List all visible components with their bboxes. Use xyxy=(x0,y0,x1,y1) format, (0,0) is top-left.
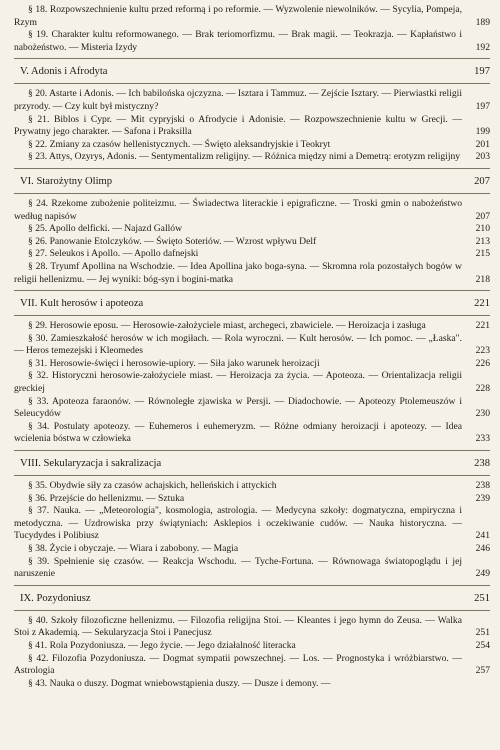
toc-entry-text: § 29. Herosowie eposu. — Herosowie-założyciele miast, archegeci, zbawiciele. — Heroizacja i zasługa xyxy=(28,320,426,332)
toc-entry-text: § 21. Biblos i Cypr. — Mit cypryjski o Afrodycie i Adonisie. — Rozpowszechnienie kultu w Grecji. — Prywatny jego charakter. — Safona i Praksilla xyxy=(14,113,462,138)
toc-entry-page-number: 207 xyxy=(475,210,490,222)
toc-entry-page-number: 249 xyxy=(475,568,490,580)
toc-entry-page-number: 223 xyxy=(475,345,490,357)
toc-entry-text: § 32. Historyczni herosowie-założyciele miast. — Heroizacja za życia. — Apoteoza. — Orientalizacja religii greckiej xyxy=(14,370,462,395)
chapter-heading xyxy=(14,592,490,605)
chapter-divider xyxy=(14,83,490,84)
chapter-divider xyxy=(14,475,490,476)
chapter-title: IX. Pozydoniusz xyxy=(20,592,91,604)
toc-entry-page-number: 241 xyxy=(475,530,490,542)
toc-entry-page-number: 246 xyxy=(475,543,490,554)
toc-entry xyxy=(14,261,490,286)
toc-entry-page-number: 192 xyxy=(475,41,490,53)
chapter-page-number: 197 xyxy=(474,66,490,78)
toc-entry xyxy=(14,505,490,543)
toc-entry-text: § 19. Charakter kultu reformowanego. — Brak teriomorfizmu. — Brak magii. — Teokrazja. — Kapłaństwo i nabożeństwo. — Misteria Izydy xyxy=(14,29,462,53)
toc-entry-text: § 34. Postulaty apoteozy. — Euhemeros i euhemeryzm. — Różne odmiany heroizacji i apoteozy. — Idea wcielenia bóstwa w człowieka xyxy=(14,420,462,445)
toc-entry-text: § 23. Attys, Ozyrys, Adonis. — Sentymentalizm religijny. — Różnica między nimi a Demetrą: erotyzm religijny xyxy=(28,151,461,163)
toc-entry-text: § 20. Astarte i Adonis. — Ich babilońska ojczyzna. — Isztara i Tammuz. — Zejście Isztary. — Pierwiastki religii przyrody. — Czy kult był mistyczny? xyxy=(14,88,462,112)
toc-entry-page-number: 218 xyxy=(475,273,490,285)
chapter-divider xyxy=(14,168,490,169)
toc-entry xyxy=(14,4,490,29)
toc-entry-text: § 43. Nauka o duszy. Dogmat wniebowstąpienia duszy. — Dusze i demony. — xyxy=(28,677,331,689)
toc-entry-text: § 36. Przejście do hellenizmu. — Sztuka xyxy=(28,492,185,504)
toc-entry-page-number: 228 xyxy=(475,383,490,395)
toc-entry xyxy=(14,556,490,581)
chapter-divider xyxy=(14,290,490,291)
toc-entry xyxy=(14,421,490,446)
toc-entry-text: § 33. Apoteoza faraonów. — Równoległe zjawiska w Persji. — Diadochowie. — Apoteozy Ptolemeuszów i Seleucydów xyxy=(14,395,462,420)
toc-entry-text: § 35. Obydwie siły za czasów achajskich, helleńskich i attyckich xyxy=(28,480,277,492)
toc-entry xyxy=(14,678,490,691)
toc-entry-page-number: 189 xyxy=(475,16,490,28)
toc-entry-page-number: 226 xyxy=(475,357,490,369)
chapter-title: VII. Kult herosów i apoteoza xyxy=(20,298,144,310)
toc-entry-text: § 40. Szkoły filozoficzne hellenizmu. — Filozofia religijna Stoi. — Kleantes i jego hymn do Zeusa. — Walka Stoi z Akademią. — Sekularyzacja Stoi i Panecjusz xyxy=(14,614,462,639)
toc-entry-text: § 24. Rzekome zubożenie politeizmu. — Świadectwa literackie i epigraficzne. — Troski gmin o nabożeństwo według napisów xyxy=(14,197,462,222)
chapter-page-number: 207 xyxy=(474,175,490,187)
toc-entry-page-number: 215 xyxy=(475,248,490,260)
toc-entry xyxy=(14,615,490,640)
toc-entry xyxy=(14,139,490,152)
chapter-heading xyxy=(14,297,490,310)
toc-entry-text: § 28. Tryumf Apollina na Wschodzie. — Idea Apollina jako boga-syna. — Skromna rola pozostałych bogów w religii hellenizmu. — Jej wyniki: bóg-syn i bogini-matka xyxy=(14,260,462,285)
chapter-page-number: 251 xyxy=(474,592,490,604)
chapter-heading xyxy=(14,65,490,78)
toc-entry xyxy=(14,396,490,421)
chapter-divider xyxy=(14,450,490,451)
toc-entry-page-number: 254 xyxy=(475,639,490,651)
toc-entry xyxy=(14,29,490,54)
toc-entry xyxy=(14,653,490,678)
toc-entry xyxy=(14,198,490,223)
toc-entry-text: § 26. Panowanie Etolczyków. — Święto Soteriów. — Wzrost wpływu Delf xyxy=(28,235,317,247)
toc-entry-text: § 41. Rola Pozydoniusza. — Jego życie. — Jego działalność literacka xyxy=(28,639,296,651)
toc-entry-page-number: 257 xyxy=(475,665,490,677)
chapter-divider xyxy=(14,193,490,194)
toc-entry-text: § 18. Rozpowszechnienie kultu przed reformą i po reformie. — Wyzwolenie niewolników. — Sycylia, Pompeja, Rzym xyxy=(14,4,462,28)
toc-entry-page-number: 197 xyxy=(475,100,490,112)
chapter-divider xyxy=(14,585,490,586)
toc-entry-page-number: 251 xyxy=(475,627,490,639)
toc-entry-text: § 38. Życie i obyczaje. — Wiara i zabobony. — Magia xyxy=(28,543,239,554)
toc-entry-text: § 30. Zamieszkałość herosów w ich mogiłach. — Rola wyroczni. — Kult herosów. — Ich pomoc. — „Łaska". — Heros temezejski i Kleomedes xyxy=(14,332,462,357)
toc-entry xyxy=(14,480,490,493)
chapter-title: V. Adonis i Afrodyta xyxy=(20,66,108,78)
chapter-title: VIII. Sekularyzacja i sakralizacja xyxy=(20,458,162,470)
toc-entry xyxy=(14,223,490,236)
toc-entry-page-number: 199 xyxy=(475,126,490,138)
toc-entry-text: § 27. Seleukos i Apollo. — Apollo dafnejski xyxy=(28,248,199,260)
toc-entry-page-number: 210 xyxy=(475,223,490,235)
chapter-heading xyxy=(14,175,490,188)
toc-entry-page-number: 233 xyxy=(475,433,490,445)
toc-entry-text: § 42. Filozofia Pozydoniusza. — Dogmat sympatii powszechnej. — Los. — Prognostyka i wróżbiarstwo. — Astrologia xyxy=(14,652,462,677)
toc-entry-page-number: 239 xyxy=(475,492,490,504)
toc-entry xyxy=(14,320,490,333)
toc-entry-page-number: 221 xyxy=(475,320,490,332)
toc-entry-text: § 31. Herosowie-święci i herosowie-upiory. — Siła jako warunek heroizacji xyxy=(28,357,320,369)
chapter-divider xyxy=(14,58,490,59)
toc-entry xyxy=(14,543,490,556)
toc-entry xyxy=(14,236,490,249)
toc-entry xyxy=(14,248,490,261)
toc-entry xyxy=(14,370,490,395)
toc-entry-page-number: 213 xyxy=(475,235,490,247)
chapter-divider xyxy=(14,315,490,316)
chapter-page-number: 238 xyxy=(474,458,490,470)
toc-entry-text: § 37. Nauka. — „Meteorologia", kosmologia, astrologia. — Medycyna szkoły: dogmatyczna, empiryczna i metodyczna. — Uzdrowiska przy świątyniach: Asklepios i oczekiwanie cudów. — Nauka historyczna. — Tucydydes i Polibiusz xyxy=(14,505,462,542)
toc-entry xyxy=(14,151,490,164)
chapter-divider xyxy=(14,610,490,611)
toc-entry-text: § 22. Zmiany za czasów hellenistycznych. — Święto aleksandryjskie i Teokryt xyxy=(28,138,331,150)
toc-entry-page-number: 238 xyxy=(475,480,490,492)
toc-entry xyxy=(14,640,490,653)
chapter-page-number: 221 xyxy=(474,298,490,310)
toc-entry xyxy=(14,493,490,506)
toc-entry xyxy=(14,88,490,113)
toc-entry xyxy=(14,358,490,371)
chapter-title: VI. Starożytny Olimp xyxy=(20,175,113,187)
toc-entry xyxy=(14,114,490,139)
chapter-heading xyxy=(14,457,490,470)
toc-entry-page-number: 201 xyxy=(475,138,490,150)
toc-entry-page-number: 230 xyxy=(475,408,490,420)
toc-entry-page-number: 203 xyxy=(475,151,490,163)
toc-entry-text: § 25. Apollo delficki. — Najazd Gallów xyxy=(28,223,183,235)
toc-entry-text: § 39. Spełnienie się czasów. — Reakcja Wschodu. — Tyche-Fortuna. — Równowaga światopoglądu i jej naruszenie xyxy=(14,555,462,580)
toc-entry xyxy=(14,333,490,358)
